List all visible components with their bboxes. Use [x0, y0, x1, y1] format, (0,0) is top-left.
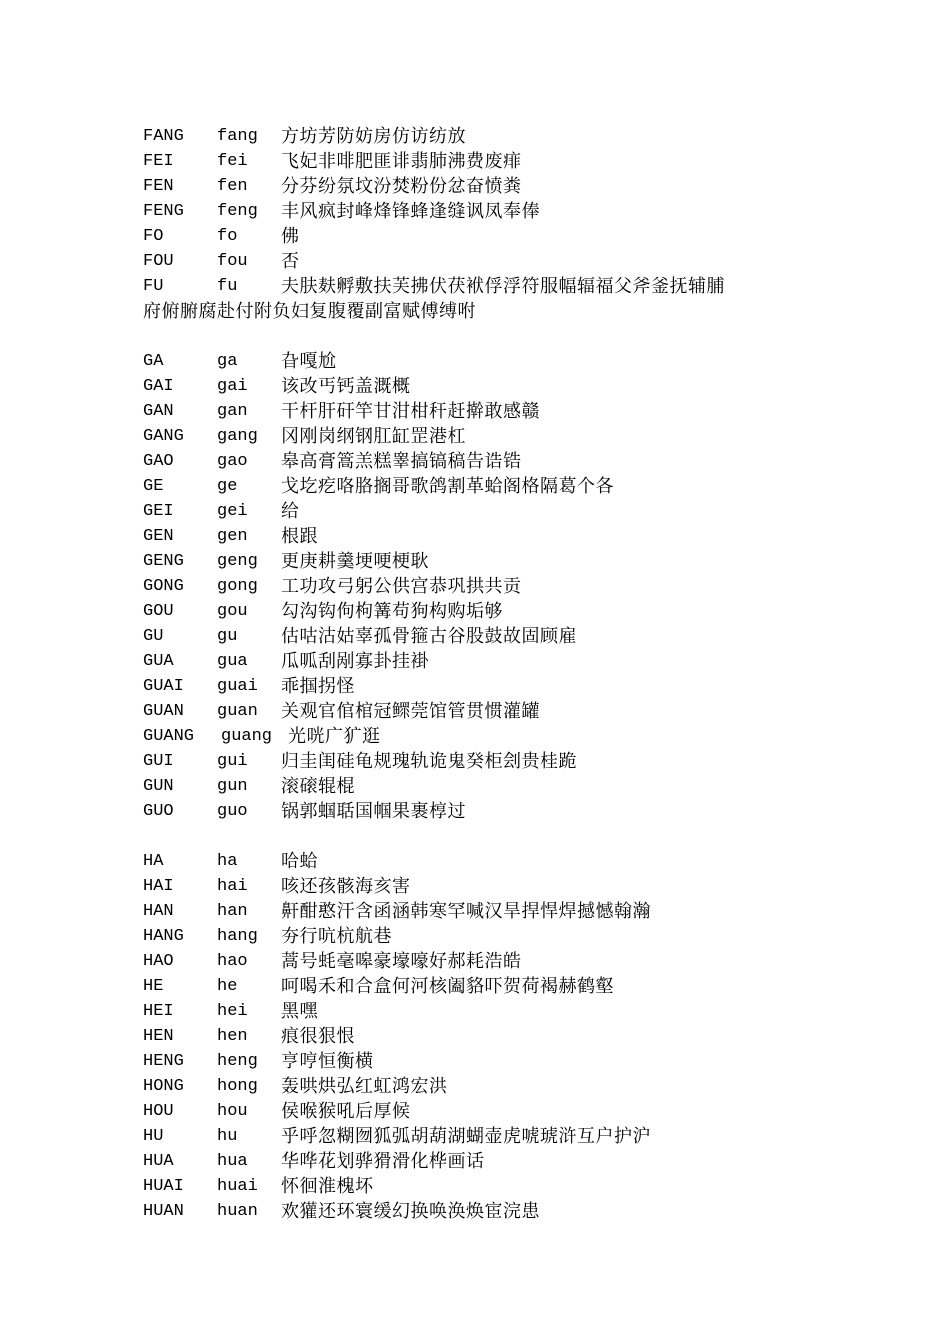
pinyin-uppercase: GAN [143, 402, 174, 421]
pinyin-row [143, 1024, 843, 1049]
character-list: 旮嘎尬 [281, 351, 337, 372]
pinyin-row [143, 724, 843, 749]
pinyin-row [143, 1099, 843, 1124]
pinyin-uppercase: HOU [143, 1102, 174, 1121]
pinyin-uppercase: GOU [143, 602, 174, 621]
pinyin-row [143, 924, 843, 949]
section-gap [143, 324, 843, 349]
character-list: 冈刚岗纲钢肛缸罡港杠 [281, 426, 466, 447]
pinyin-lowercase: ga [217, 352, 238, 371]
pinyin-uppercase: GUO [143, 802, 174, 821]
pinyin-row [143, 774, 843, 799]
pinyin-lowercase: huai [217, 1177, 258, 1196]
pinyin-uppercase: GENG [143, 552, 184, 571]
character-list: 勾沟钩佝枸篝苟狗构购垢够 [281, 601, 503, 622]
character-list: 估咕沽姑辜孤骨箍古谷股鼓故固顾雇 [281, 626, 577, 647]
character-list: 皋高膏篙羔糕睾搞镐稿告诰锆 [281, 451, 522, 472]
pinyin-lowercase: hong [217, 1077, 258, 1096]
pinyin-lowercase: hen [217, 1027, 248, 1046]
character-list: 丰风疯封峰烽锋蜂逢缝讽凤奉俸 [281, 201, 540, 222]
pinyin-row [143, 449, 843, 474]
pinyin-lowercase: guo [217, 802, 248, 821]
pinyin-row [143, 524, 843, 549]
pinyin-lowercase: hua [217, 1152, 248, 1171]
pinyin-row [143, 474, 843, 499]
pinyin-uppercase: HAI [143, 877, 174, 896]
character-list: 否 [281, 251, 300, 272]
character-list: 该改丐钙盖溉概 [281, 376, 411, 397]
pinyin-uppercase: HENG [143, 1052, 184, 1071]
pinyin-uppercase: GUAN [143, 702, 184, 721]
pinyin-lowercase: gan [217, 402, 248, 421]
pinyin-uppercase: HANG [143, 927, 184, 946]
pinyin-row-continuation [143, 299, 843, 324]
pinyin-row [143, 174, 843, 199]
pinyin-uppercase: GONG [143, 577, 184, 596]
character-list: 怀徊淮槐坏 [281, 1176, 374, 1197]
character-list: 亨哼恒衡横 [281, 1051, 374, 1072]
pinyin-lowercase: gao [217, 452, 248, 471]
pinyin-row [143, 124, 843, 149]
pinyin-row [143, 1199, 843, 1224]
character-list: 哈蛤 [281, 851, 318, 872]
pinyin-lowercase: hu [217, 1127, 238, 1146]
character-list-continuation: 府俯腑腐赴付附负妇复腹覆副富赋傅缚咐 [143, 301, 476, 322]
character-list: 侯喉猴吼后厚候 [281, 1101, 411, 1122]
pinyin-uppercase: FO [143, 227, 164, 246]
pinyin-lowercase: hai [217, 877, 248, 896]
pinyin-row [143, 874, 843, 899]
pinyin-row [143, 999, 843, 1024]
character-list: 归圭闺硅龟规瑰轨诡鬼癸柜刽贵桂跪 [281, 751, 577, 772]
pinyin-uppercase: FENG [143, 202, 184, 221]
pinyin-uppercase: HEI [143, 1002, 174, 1021]
pinyin-uppercase: GAO [143, 452, 174, 471]
pinyin-row [143, 799, 843, 824]
character-list: 干杆肝矸竿甘泔柑秆赶擀敢感赣 [281, 401, 540, 422]
pinyin-row [143, 624, 843, 649]
pinyin-lowercase: fu [217, 277, 238, 296]
character-list: 给 [281, 501, 300, 522]
character-list: 戈圪疙咯胳搁哥歌鸽割革蛤阁格隔葛个各 [281, 476, 614, 497]
pinyin-row [143, 949, 843, 974]
character-list: 锅郭蝈聒国帼果裹椁过 [281, 801, 466, 822]
pinyin-lowercase: gei [217, 502, 248, 521]
character-list: 工功攻弓躬公供宫恭巩拱共贡 [281, 576, 522, 597]
pinyin-lowercase: hang [217, 927, 258, 946]
pinyin-uppercase: FEI [143, 152, 174, 171]
pinyin-uppercase: GUN [143, 777, 174, 796]
character-list: 呵喝禾和合盒何河核阖貉吓贺荷褐赫鹤壑 [281, 976, 614, 997]
pinyin-row [143, 849, 843, 874]
pinyin-lowercase: huan [217, 1202, 258, 1221]
character-list: 欢獾还环寰缓幻换唤涣焕宦浣患 [281, 1201, 540, 1222]
pinyin-uppercase: HAN [143, 902, 174, 921]
character-list: 痕很狠恨 [281, 1026, 355, 1047]
pinyin-lowercase: fou [217, 252, 248, 271]
pinyin-uppercase: GE [143, 477, 164, 496]
pinyin-uppercase: FU [143, 277, 164, 296]
pinyin-uppercase: GUAI [143, 677, 184, 696]
character-list: 咳还孩骸海亥害 [281, 876, 411, 897]
pinyin-uppercase: FANG [143, 127, 184, 146]
pinyin-lowercase: guai [217, 677, 258, 696]
character-list: 滚磙辊棍 [281, 776, 355, 797]
character-list: 瓜呱刮剐寡卦挂褂 [281, 651, 429, 672]
pinyin-row [143, 899, 843, 924]
pinyin-lowercase: fo [217, 227, 238, 246]
pinyin-row [143, 574, 843, 599]
character-list: 华哗花划骅猾滑化桦画话 [281, 1151, 485, 1172]
pinyin-uppercase: HE [143, 977, 164, 996]
pinyin-row [143, 199, 843, 224]
pinyin-lowercase: gen [217, 527, 248, 546]
pinyin-uppercase: HAO [143, 952, 174, 971]
character-list: 方坊芳防妨房仿访纺放 [281, 126, 466, 147]
character-list: 更庚耕羹埂哽梗耿 [281, 551, 429, 572]
pinyin-row [143, 399, 843, 424]
pinyin-row [143, 599, 843, 624]
pinyin-lowercase: geng [217, 552, 258, 571]
pinyin-row [143, 1174, 843, 1199]
pinyin-uppercase: GU [143, 627, 164, 646]
character-list: 佛 [281, 226, 300, 247]
pinyin-lowercase: gai [217, 377, 248, 396]
pinyin-row [143, 749, 843, 774]
pinyin-lowercase: gun [217, 777, 248, 796]
character-list: 关观官倌棺冠鳏莞馆管贯惯灌罐 [281, 701, 540, 722]
pinyin-lowercase: ha [217, 852, 238, 871]
pinyin-uppercase: GEN [143, 527, 174, 546]
character-list: 夫肤麸孵敷扶芙拂伏茯袱俘浮符服幅辐福父斧釜抚辅脯 [281, 276, 725, 297]
pinyin-uppercase: FEN [143, 177, 174, 196]
character-list: 夯行吭杭航巷 [281, 926, 392, 947]
pinyin-row [143, 249, 843, 274]
pinyin-lowercase: fei [217, 152, 248, 171]
pinyin-lowercase: feng [217, 202, 258, 221]
pinyin-lowercase: gou [217, 602, 248, 621]
pinyin-lowercase: fen [217, 177, 248, 196]
pinyin-row [143, 424, 843, 449]
pinyin-uppercase: HA [143, 852, 164, 871]
pinyin-row [143, 649, 843, 674]
pinyin-row [143, 149, 843, 174]
pinyin-lowercase: ge [217, 477, 238, 496]
pinyin-row [143, 1124, 843, 1149]
pinyin-row [143, 374, 843, 399]
pinyin-row [143, 1049, 843, 1074]
pinyin-lowercase: guang [221, 727, 273, 746]
character-list: 飞妃非啡肥匪诽翡肺沸费废痱 [281, 151, 522, 172]
character-list: 乎呼忽糊囫狐弧胡葫湖蝴壶虎唬琥浒互户护沪 [281, 1126, 651, 1147]
pinyin-uppercase: GAI [143, 377, 174, 396]
pinyin-lowercase: gang [217, 427, 258, 446]
pinyin-row [143, 974, 843, 999]
pinyin-uppercase: GA [143, 352, 164, 371]
pinyin-row [143, 349, 843, 374]
pinyin-lowercase: gong [217, 577, 258, 596]
pinyin-lowercase: han [217, 902, 248, 921]
character-list: 光咣广犷逛 [288, 726, 381, 747]
character-list: 鼾酣憨汗含函涵韩寒罕喊汉旱捍悍焊撼憾翰瀚 [281, 901, 651, 922]
pinyin-uppercase: GEI [143, 502, 174, 521]
pinyin-uppercase: GUA [143, 652, 174, 671]
pinyin-lowercase: hao [217, 952, 248, 971]
character-list: 轰哄烘弘红虹鸿宏洪 [281, 1076, 448, 1097]
pinyin-row [143, 1149, 843, 1174]
pinyin-uppercase: HONG [143, 1077, 184, 1096]
pinyin-lowercase: fang [217, 127, 258, 146]
pinyin-lowercase: guan [217, 702, 258, 721]
character-list: 根跟 [281, 526, 318, 547]
pinyin-lowercase: heng [217, 1052, 258, 1071]
pinyin-uppercase: HUAN [143, 1202, 184, 1221]
pinyin-uppercase: HU [143, 1127, 164, 1146]
pinyin-uppercase: GUANG [143, 727, 195, 746]
pinyin-lowercase: gui [217, 752, 248, 771]
character-list: 蒿号蚝毫嗥豪壕嚎好郝耗浩皓 [281, 951, 522, 972]
section-gap [143, 824, 843, 849]
pinyin-uppercase: HEN [143, 1027, 174, 1046]
pinyin-row [143, 549, 843, 574]
character-list: 分芬纷氛坟汾焚粉份忿奋愤粪 [281, 176, 522, 197]
pinyin-uppercase: GANG [143, 427, 184, 446]
pinyin-uppercase: HUAI [143, 1177, 184, 1196]
pinyin-row [143, 699, 843, 724]
pinyin-lowercase: he [217, 977, 238, 996]
pinyin-row [143, 224, 843, 249]
pinyin-uppercase: HUA [143, 1152, 174, 1171]
pinyin-character-list [143, 124, 843, 1224]
pinyin-row [143, 274, 843, 299]
pinyin-lowercase: gua [217, 652, 248, 671]
character-list: 黑嘿 [281, 1001, 318, 1022]
pinyin-uppercase: FOU [143, 252, 174, 271]
pinyin-row [143, 1074, 843, 1099]
pinyin-row [143, 674, 843, 699]
pinyin-uppercase: GUI [143, 752, 174, 771]
pinyin-lowercase: hou [217, 1102, 248, 1121]
character-list: 乖掴拐怪 [281, 676, 355, 697]
pinyin-row [143, 499, 843, 524]
pinyin-lowercase: hei [217, 1002, 248, 1021]
pinyin-lowercase: gu [217, 627, 238, 646]
